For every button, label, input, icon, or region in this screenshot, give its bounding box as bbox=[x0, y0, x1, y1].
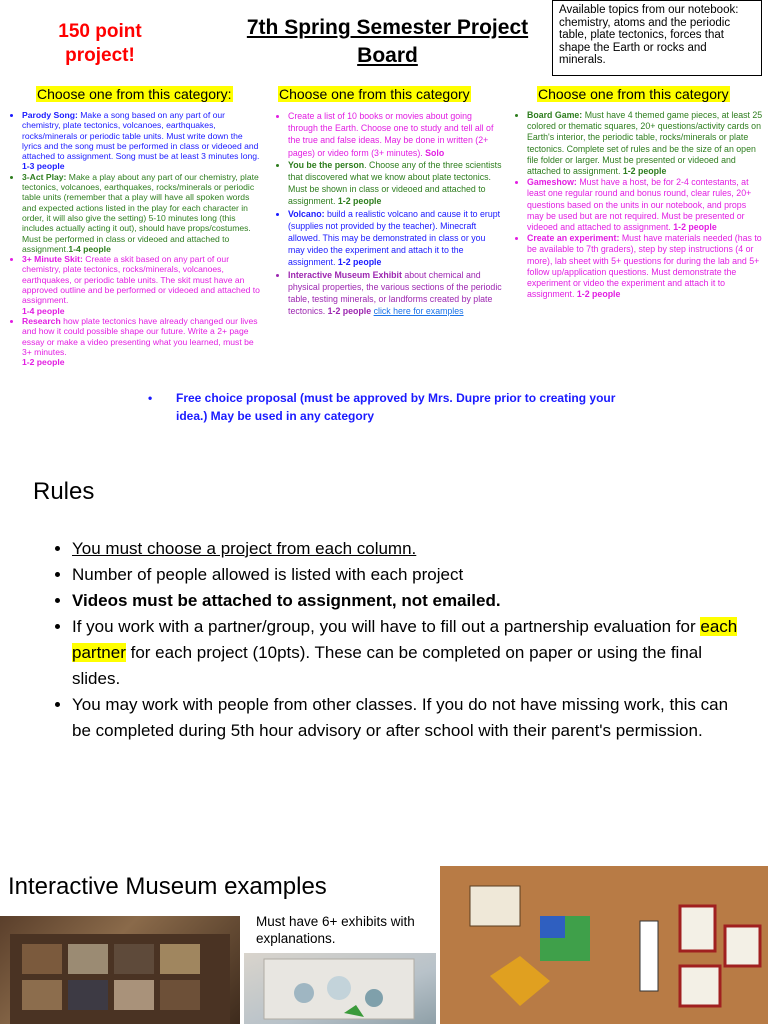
rule-item: • Number of people allowed is listed with each project bbox=[72, 562, 738, 588]
free-choice-note: • Free choice proposal (must be approved by Mrs. Dupre prior to creating your idea.) May be used in any category bbox=[148, 391, 616, 423]
museum-photo-3 bbox=[440, 866, 768, 1024]
project-item: • 3+ Minute Skit: Create a skit based on any part of our chemistry, plate tectonics, rocks/minerals, volcanoes, earthquakes, or periodic table units. The skit must have an approved outline and be performed or videoed and attached to assignment. 1-4 people bbox=[22, 254, 262, 316]
project-item: • Parody Song: Make a song based on any part of our chemistry, plate tectonics, volcanoes, earthquakes, rocks/minerals or periodic table units. Must write down the lyrics and the song must be performed in class or videoed and attached to assignment. Song must be at least 3 minutes long. 1-3 people bbox=[22, 110, 262, 172]
museum-heading: Interactive Museum examples bbox=[8, 873, 327, 900]
project-item: • Gameshow: Must have a host, be for 2-4 contestants, at least one regular round and bonus round, clear rules, 20+ questions based on the units in our notebook, and props may be used but are not required. Must be presented or videoed and attached to assignment. 1-2 people bbox=[527, 177, 765, 233]
category-heading-2: Choose one from this category bbox=[279, 86, 470, 102]
column-1 bbox=[0, 110, 262, 367]
points-line-2: project! bbox=[65, 45, 135, 66]
page-title bbox=[215, 14, 560, 70]
examples-link[interactable]: click here for examples bbox=[373, 306, 464, 317]
museum-note: Must have 6+ exhibits with explanations. bbox=[256, 914, 415, 946]
project-item: • 3-Act Play: Make a play about any part of our chemistry, plate tectonics, volcanoes, earthquakes, rocks/minerals or periodic table units (remember that a play will have all spoken words and expected actions listed in the play for each character in order, it will also give the setting) 5-10 minutes long (this includes actually acting it out), should have props/costumes. Must be performed in class or videoed and attached to assignment.1-4 people bbox=[22, 172, 262, 254]
project-item: • You be the person. Choose any of the three scientists that discovered what we know about plate tectonics. Must be shown in class or videoed and attached to assignment. 1-2 people bbox=[288, 159, 502, 208]
category-heading-1: Choose one from this category: bbox=[37, 86, 232, 102]
column-2 bbox=[266, 110, 502, 317]
project-item: • Create an experiment: Must have materials needed (has to be available to 7th graders), step by step instructions (4 or more), lab sheet with 5+ questions for during the lab and 5+ follow up/application questions. Must demonstrate the experiment or video the experiment and attach it to assignment. 1-2 people bbox=[527, 233, 765, 300]
column-3 bbox=[505, 110, 765, 300]
topics-box: Available topics from our notebook: chemistry, atoms and the periodic table, plate tectonics, forces that shape the Earth or rocks and minerals. bbox=[552, 0, 762, 76]
project-item: • Volcano: build a realistic volcano and cause it to erupt (supplies not provided by the teacher). Minecraft allowed. This may be demonstrated in class or you may video the experiment and attach it to the assignment. 1-2 people bbox=[288, 208, 502, 269]
rule-item: • If you work with a partner/group, you will have to fill out a partnership evaluation for each partner for each project (10pts). These can be completed on paper or using the final slides. bbox=[72, 614, 738, 692]
rule-item: • You must choose a project from each column. bbox=[72, 536, 738, 562]
project-item: • Create a list of 10 books or movies about going through the Earth. Choose one to study and tell all of the true and false ideas. May be done in written (2+ pages) or video form (3+ minutes). Solo bbox=[288, 110, 502, 159]
rule-item: • You may work with people from other classes. If you do not have missing work, this can be completed during 5th hour advisory or after school with their parent's permission. bbox=[72, 692, 738, 744]
bullet-icon: • bbox=[148, 391, 153, 405]
rule-item: • Videos must be attached to assignment, not emailed. bbox=[72, 588, 738, 614]
museum-photo-2 bbox=[244, 953, 436, 1024]
rules-list bbox=[38, 536, 738, 744]
title-line-2: Board bbox=[357, 44, 418, 67]
project-item: • Research how plate tectonics have already changed our lives and how it could possible shape our future. Write a 2+ page essay or make a video presenting what you learned, must be 3+ minutes. 1-2 people bbox=[22, 316, 262, 367]
title-line-1: 7th Spring Semester Project bbox=[246, 16, 529, 39]
museum-photo-1 bbox=[0, 916, 240, 1024]
points-badge bbox=[20, 20, 180, 68]
category-heading-3: Choose one from this category bbox=[538, 86, 729, 102]
points-line-1: 150 point bbox=[58, 21, 142, 42]
rules-heading: Rules bbox=[33, 478, 95, 505]
project-item: • Interactive Museum Exhibit about chemical and physical properties, the various sections of the periodic table, testing minerals, or landforms created by plate tectonics. 1-2 people click here for examples bbox=[288, 269, 502, 318]
project-item: • Board Game: Must have 4 themed game pieces, at least 25 colored or thematic squares, 20+ questions/activity cards on Earth's interior, the periodic table, rocks/minerals or plate tectonics. Complete set of rules and be the size of an open file folder or larger. Must be presented or videoed and attached to assignment. 1-2 people bbox=[527, 110, 765, 177]
